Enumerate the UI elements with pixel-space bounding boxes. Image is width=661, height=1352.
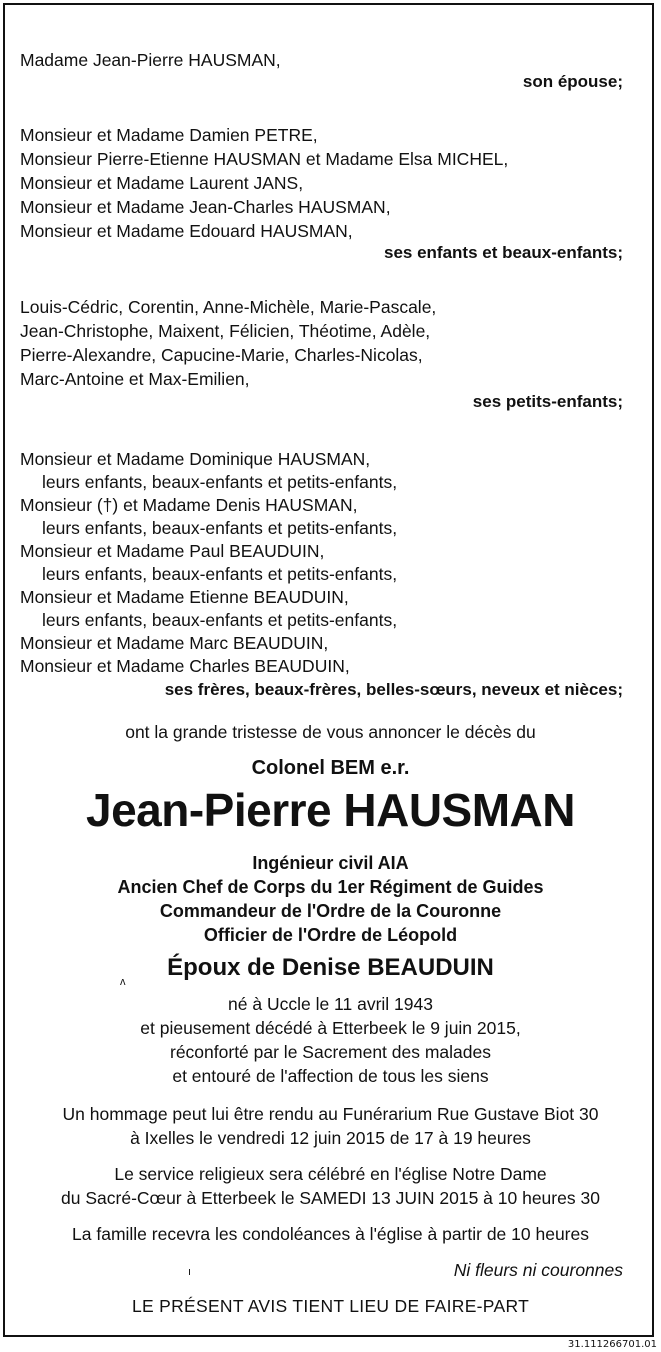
honor-title: Commandeur de l'Ordre de la Couronne <box>159 901 502 921</box>
rank-title: Colonel BEM e.r. <box>251 757 410 779</box>
tribute-line: à Ixelles le vendredi 12 juin 2015 de 17 à 19 heures <box>130 1128 531 1148</box>
sibling-family-line: leurs enfants, beaux-enfants et petits-enfants, <box>42 610 398 630</box>
sibling-family-line: leurs enfants, beaux-enfants et petits-enfants, <box>42 518 398 538</box>
ink-speck-icon: ʌ <box>120 976 126 988</box>
sibling-line: Monsieur et Madame Marc BEAUDUIN, <box>20 633 329 653</box>
spouse-line: Époux de Denise BEAUDUIN <box>167 954 494 981</box>
grandchild-line: Marc-Antoine et Max-Emilien, <box>20 369 250 389</box>
child-line: Monsieur et Madame Laurent JANS, <box>20 173 304 193</box>
honor-title: Ancien Chef de Corps du 1er Régiment de Guides <box>117 877 544 897</box>
condolences-line: La famille recevra les condoléances à l'église à partir de 10 heures <box>72 1224 589 1244</box>
sibling-family-line: leurs enfants, beaux-enfants et petits-enfants, <box>42 564 398 584</box>
grandchild-line: Louis-Cédric, Corentin, Anne-Michèle, Marie-Pascale, <box>20 297 437 317</box>
child-line: Monsieur et Madame Damien PETRE, <box>20 125 318 145</box>
deceased-name: Jean-Pierre HAUSMAN <box>86 784 575 836</box>
children-role: ses enfants et beaux-enfants; <box>383 243 623 262</box>
honor-title: Ingénieur civil AIA <box>252 853 409 873</box>
spouse-name: Madame Jean-Pierre HAUSMAN, <box>20 50 281 70</box>
sibling-line: Monsieur et Madame Paul BEAUDUIN, <box>20 541 325 561</box>
child-line: Monsieur Pierre-Etienne HAUSMAN et Madame Elsa MICHEL, <box>20 149 509 169</box>
honor-title: Officier de l'Ordre de Léopold <box>203 925 458 945</box>
tribute-line: Un hommage peut lui être rendu au Funérarium Rue Gustave Biot 30 <box>62 1104 599 1124</box>
sibling-line: Monsieur et Madame Dominique HAUSMAN, <box>20 449 371 469</box>
grandchild-line: Pierre-Alexandre, Capucine-Marie, Charles-Nicolas, <box>20 345 423 365</box>
birth-death-line: et entouré de l'affection de tous les siens <box>172 1066 489 1086</box>
sibling-line: Monsieur et Madame Charles BEAUDUIN, <box>20 656 350 676</box>
service-line: Le service religieux sera célébré en l'église Notre Dame <box>114 1164 547 1184</box>
service-line: du Sacré-Cœur à Etterbeek le SAMEDI 13 JUIN 2015 à 10 heures 30 <box>61 1188 600 1208</box>
child-line: Monsieur et Madame Edouard HAUSMAN, <box>20 221 353 241</box>
birth-death-line: et pieusement décédé à Etterbeek le 9 juin 2015, <box>140 1018 521 1038</box>
spouse-role: son épouse; <box>522 72 623 91</box>
sibling-family-line: leurs enfants, beaux-enfants et petits-enfants, <box>42 472 398 492</box>
announcement-text: ont la grande tristesse de vous annoncer le décès du <box>125 722 536 742</box>
closing-note: LE PRÉSENT AVIS TIENT LIEU DE FAIRE-PART <box>131 1296 530 1316</box>
siblings-role: ses frères, beaux-frères, belles-sœurs, neveux et nièces; <box>164 680 623 699</box>
birth-death-line: réconforté par le Sacrement des malades <box>170 1042 491 1062</box>
sibling-line: Monsieur (†) et Madame Denis HAUSMAN, <box>20 495 358 515</box>
sibling-line: Monsieur et Madame Etienne BEAUDUIN, <box>20 587 349 607</box>
grandchild-line: Jean-Christophe, Maixent, Félicien, Théotime, Adèle, <box>20 321 431 341</box>
grandchildren-role: ses petits-enfants; <box>472 392 623 411</box>
child-line: Monsieur et Madame Jean-Charles HAUSMAN, <box>20 197 391 217</box>
no-flowers-note: Ni fleurs ni couronnes <box>453 1260 623 1280</box>
reference-number: 31.111266701.01 <box>567 1339 657 1350</box>
ink-speck-icon: ı <box>188 1266 192 1278</box>
birth-death-line: né à Uccle le 11 avril 1943 <box>228 994 433 1014</box>
